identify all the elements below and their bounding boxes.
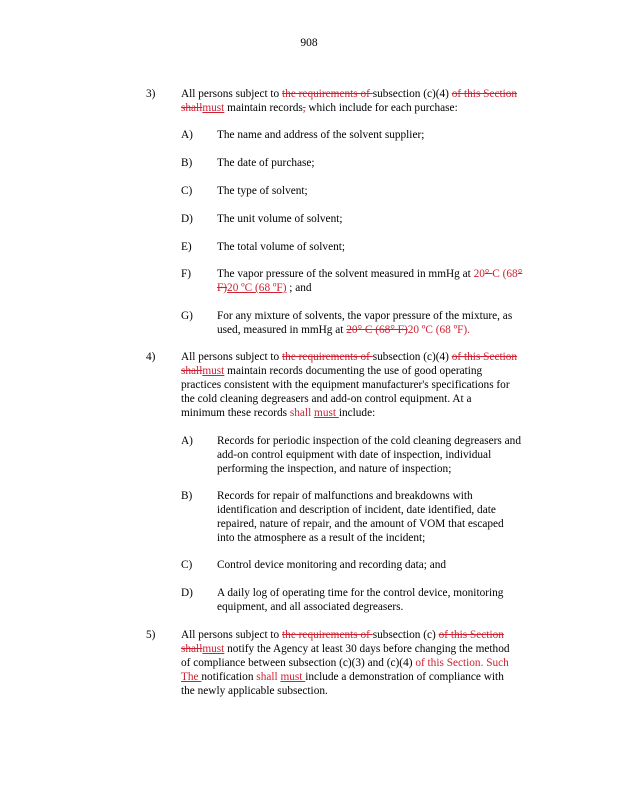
- deleted-text: 20° C (68° F): [346, 324, 408, 336]
- text-run: the newly applicable subsection.: [181, 685, 328, 697]
- text-run: used, measured in mmHg at: [217, 324, 347, 336]
- deleted-text: of this Section: [438, 629, 504, 641]
- text-run: notification: [201, 671, 257, 683]
- text-run: The total volume of solvent;: [217, 241, 346, 253]
- deleted-text: the requirements of: [282, 629, 373, 641]
- inserted-text: must: [202, 102, 225, 114]
- subitem-letter: G): [181, 310, 193, 322]
- inserted-text: 20 ºC (68 ºF): [227, 282, 287, 294]
- subitem-text-line: [217, 184, 308, 198]
- revised-text: 20: [473, 268, 485, 280]
- text-run: The type of solvent;: [217, 185, 308, 197]
- subitem-letter: C): [181, 559, 193, 571]
- item-text-line: [181, 350, 517, 364]
- item-text-line: [181, 101, 458, 115]
- deleted-text: °: [484, 268, 493, 280]
- inserted-text: must: [280, 671, 306, 683]
- item-text-line: [181, 670, 504, 684]
- deleted-text: F): [217, 282, 228, 294]
- page-number: 908: [300, 37, 318, 49]
- inserted-text: The: [181, 671, 202, 683]
- deleted-text: °: [517, 268, 523, 280]
- text-run: The name and address of the solvent supplier;: [217, 129, 425, 141]
- subitem-text-line: [217, 489, 473, 503]
- deleted-text: of this Section: [451, 351, 518, 363]
- subitem-letter: B): [181, 490, 193, 502]
- text-run: identification and description of incident, date identified, date: [217, 504, 496, 516]
- text-run: maintain records documenting the use of good operating: [224, 365, 483, 377]
- text-run: repaired, nature of repair, and the amount of VOM that escaped: [217, 518, 504, 530]
- item-text-line: [181, 87, 517, 101]
- subitem-text-line: [217, 448, 491, 462]
- subitem-text-line: [217, 212, 343, 226]
- text-run: For any mixture of solvents, the vapor pressure of the mixture, as: [217, 310, 513, 322]
- deleted-text: the requirements of: [282, 88, 373, 100]
- revised-text: shall: [256, 671, 278, 683]
- subitem-text-line: [217, 323, 470, 337]
- subitem-text-line: [217, 281, 312, 295]
- text-run: into the atmosphere as a result of the incident;: [217, 532, 426, 544]
- subitem-letter: D): [181, 587, 193, 599]
- subitem-text-line: [217, 558, 446, 572]
- text-run: All persons subject to: [181, 88, 283, 100]
- subitem-letter: E): [181, 241, 192, 253]
- item-text-line: [181, 642, 510, 656]
- item-text-line: [181, 392, 471, 406]
- subitem-text-line: [217, 434, 521, 448]
- subitem-letter: B): [181, 157, 193, 169]
- revised-text: 20 ºC (68 ºF).: [407, 324, 470, 336]
- subitem-letter: A): [181, 129, 193, 141]
- deleted-text: ,: [302, 102, 306, 114]
- deleted-text: shall: [181, 365, 203, 377]
- item-text-line: [181, 378, 510, 392]
- revised-text: of this Section. Such: [415, 657, 509, 669]
- item-number: 4): [146, 351, 156, 363]
- item-text-line: [181, 656, 509, 670]
- text-run: performing the inspection, and nature of inspection;: [217, 463, 452, 475]
- text-run: All persons subject to: [181, 351, 283, 363]
- subitem-text-line: [217, 586, 503, 600]
- text-run: A daily log of operating time for the control device, monitoring: [217, 587, 504, 599]
- text-run: include:: [338, 407, 376, 419]
- deleted-text: of this Section: [451, 88, 518, 100]
- subitem-text-line: [217, 267, 522, 281]
- text-run: of compliance between subsection (c)(3) and (c)(4): [181, 657, 416, 669]
- revised-text: C (68: [492, 268, 518, 280]
- subitem-text-line: [217, 600, 403, 614]
- text-run: Control device monitoring and recording data; and: [217, 559, 447, 571]
- text-run: subsection (c)(4): [372, 351, 452, 363]
- text-run: notify the Agency at least 30 days before changing the method: [224, 643, 510, 655]
- text-run: subsection (c)(4): [372, 88, 452, 100]
- text-run: The unit volume of solvent;: [217, 213, 343, 225]
- inserted-text: must: [202, 365, 225, 377]
- subitem-text-line: [217, 517, 504, 531]
- deleted-text: shall: [181, 643, 203, 655]
- text-run: The vapor pressure of the solvent measured in mmHg at: [217, 268, 474, 280]
- subitem-text-line: [217, 128, 424, 142]
- text-run: practices consistent with the equipment manufacturer's specifications for: [181, 379, 510, 391]
- deleted-text: the requirements of: [282, 351, 373, 363]
- item-text-line: [181, 364, 482, 378]
- text-run: which include for each purchase:: [305, 102, 458, 114]
- subitem-letter: D): [181, 213, 193, 225]
- text-run: maintain records: [224, 102, 303, 114]
- text-run: The date of purchase;: [217, 157, 315, 169]
- revised-text: shall: [289, 407, 312, 419]
- subitem-text-line: [217, 503, 496, 517]
- item-text-line: [181, 406, 375, 420]
- deleted-text: shall: [181, 102, 203, 114]
- subitem-letter: F): [181, 268, 192, 280]
- item-number: 3): [146, 88, 156, 100]
- text-run: All persons subject to: [181, 629, 283, 641]
- text-run: include a demonstration of compliance with: [305, 671, 504, 683]
- item-text-line: [181, 684, 328, 698]
- subitem-letter: A): [181, 435, 193, 447]
- subitem-text-line: [217, 240, 345, 254]
- subitem-letter: C): [181, 185, 193, 197]
- inserted-text: must: [202, 643, 225, 655]
- subitem-text-line: [217, 531, 425, 545]
- text-run: Records for periodic inspection of the cold cleaning degreasers and: [217, 435, 521, 447]
- item-number: 5): [146, 629, 156, 641]
- subitem-text-line: [217, 462, 451, 476]
- text-run: add-on control equipment with date of inspection, individual: [217, 449, 492, 461]
- text-run: subsection (c): [372, 629, 439, 641]
- subitem-text-line: [217, 309, 512, 323]
- text-run: minimum these records: [181, 407, 290, 419]
- subitem-text-line: [217, 156, 315, 170]
- text-run: equipment, and all associated degreasers.: [217, 601, 404, 613]
- inserted-text: must: [314, 407, 339, 419]
- text-run: ; and: [286, 282, 312, 294]
- text-run: Records for repair of malfunctions and breakdowns with: [217, 490, 473, 502]
- text-run: the cold cleaning degreasers and add-on control equipment. At a: [181, 393, 472, 405]
- item-text-line: [181, 628, 504, 642]
